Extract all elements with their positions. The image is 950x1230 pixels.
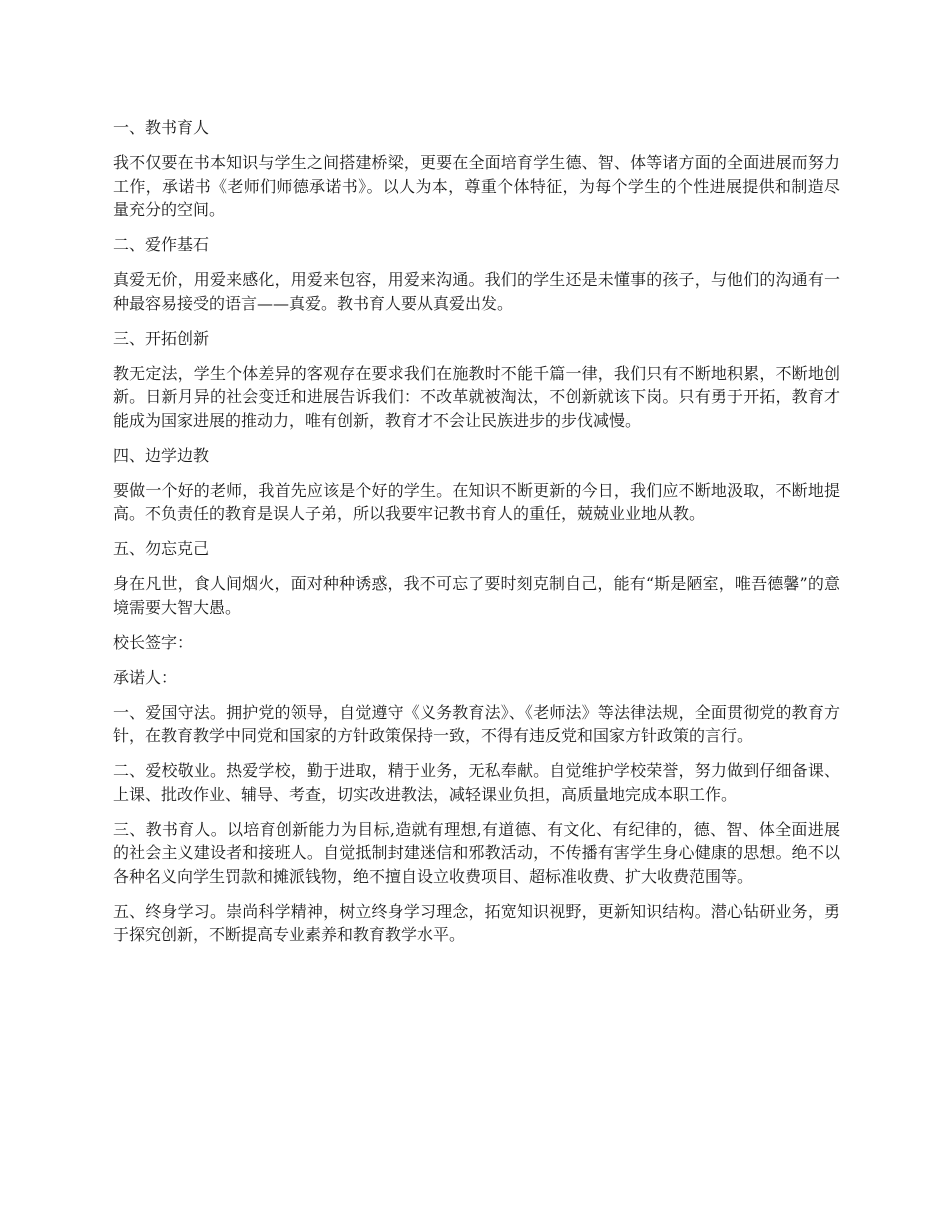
- promisor-label: 承诺人：: [113, 667, 178, 687]
- section-body-self-discipline: 身在凡世，食人间烟火，面对种种诱惑，我不可忘了要时刻克制自己，能有“斯是陋室，唯吾德馨”的意境需要大智大愚。: [113, 574, 840, 617]
- section-body-love: 真爱无价，用爱来感化，用爱来包容，用爱来沟通。我们的学生还是未懂事的孩子，与他们的沟通有一种最容易接受的语言——真爱。教书育人要从真爱出发。: [113, 270, 840, 313]
- section-heading-love: 二、爱作基石: [113, 235, 210, 254]
- section-heading-learning: 四、边学边教: [113, 445, 210, 465]
- pledge-item-patriotism: 一、爱国守法。拥护党的领导，自觉遵守《义务教育法》、《老师法》等法律法规，全面贯彻党的教育方针，在教育教学中同党和国家的方针政策保持一致，不得有违反党和国家方针政策的言行。: [113, 702, 840, 745]
- principal-signature-label: 校长签字：: [113, 632, 194, 652]
- section-heading-teaching: 一、教书育人: [113, 118, 210, 137]
- section-body-innovation: 教无定法，学生个体差异的客观存在要求我们在施教时不能千篇一律，我们只有不断地积累，不断地创新。日新月异的社会变迁和进展告诉我们：不改革就被淘汰，不创新就该下岗。只有勇于开拓，教育才能成为国家进展的推动力，唯有创新，教育才不会让民族进步的步伐减慢。: [113, 363, 840, 430]
- section-body-learning: 要做一个好的老师，我首先应该是个好的学生。在知识不断更新的今日，我们应不断地汲取，不断地提高。不负责任的教育是误人子弟，所以我要牢记教书育人的重任，兢兢业业地从教。: [113, 480, 840, 523]
- pledge-item-dedication: 二、爱校敬业。热爱学校，勤于进取，精于业务，无私奉献。自觉维护学校荣誉，努力做到仔细备课、上课、批改作业、辅导、考查，切实改进教法，减轻课业负担，高质量地完成本职工作。: [113, 761, 840, 804]
- section-body-teaching: 我不仅要在书本知识与学生之间搭建桥梁，更要在全面培育学生德、智、体等诸方面的全面进展而努力工作，承诺书《老师们师德承诺书》。以人为本，尊重个体特征，为每个学生的个性进展提供和制造尽量充分的空间。: [113, 153, 840, 219]
- section-heading-self-discipline: 五、勿忘克己: [113, 539, 210, 558]
- document-page: [113, 116, 840, 958]
- pledge-item-education: 三、教书育人。以培育创新能力为目标,造就有理想,有道德、有文化、有纪律的，德、智、体全面进展的社会主义建设者和接班人。自觉抵制封建迷信和邪教活动，不传播有害学生身心健康的思想。绝不以各种名义向学生罚款和摊派钱物，绝不擅自设立收费项目、超标准收费、扩大收费范围等。: [113, 819, 840, 886]
- pledge-item-lifelong-learning: 五、终身学习。崇尚科学精神，树立终身学习理念，拓宽知识视野，更新知识结构。潜心钻研业务，勇于探究创新，不断提高专业素养和教育教学水平。: [113, 901, 840, 944]
- section-heading-innovation: 三、开拓创新: [113, 328, 210, 348]
